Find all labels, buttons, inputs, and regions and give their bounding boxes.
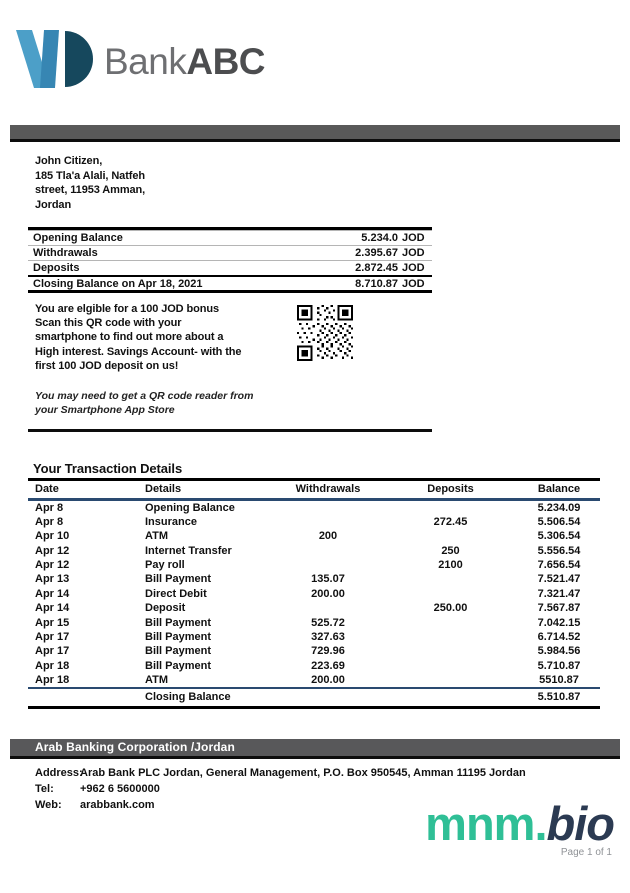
cell-date: Apr 18: [35, 659, 70, 672]
bank-abc-logo-icon: [14, 30, 94, 88]
table-row: [28, 615, 600, 629]
cell-details: Insurance: [145, 515, 197, 528]
footer-address-row: [35, 765, 630, 781]
summary-amount: [352, 262, 428, 274]
summary-closing-amount: [352, 278, 428, 290]
footer-tel-row: [35, 781, 630, 797]
table-row: [28, 572, 600, 586]
cell-withdrawals: 327.63: [311, 630, 345, 643]
table-row: [28, 543, 600, 557]
footer-web-label: Web:: [35, 799, 62, 811]
cell-withdrawals: 200.00: [311, 587, 345, 600]
summary-amount: [352, 247, 428, 259]
cell-details: Bill Payment: [145, 573, 212, 586]
cell-date: Apr 8: [35, 501, 64, 514]
header-balance: Balance: [518, 480, 600, 500]
cell-details: Bill Payment: [145, 630, 212, 643]
footer-tel-value: +962 6 5600000: [80, 783, 160, 795]
cell-balance: 6.714.52: [537, 630, 581, 643]
cell-deposits: 250: [441, 544, 460, 557]
bank-logo-text: [104, 36, 265, 88]
summary-row: [28, 260, 432, 275]
qr-note-line: your Smartphone App Store: [35, 403, 175, 416]
section-divider-line: [28, 429, 432, 432]
summary-closing-currency: JOD: [402, 277, 425, 290]
header-deposits: Deposits: [383, 480, 518, 500]
cell-details: ATM: [145, 673, 169, 686]
cell-withdrawals: [273, 500, 383, 515]
cell-details: Bill Payment: [145, 616, 212, 629]
table-row: [28, 515, 600, 529]
watermark-mnm: mnm.: [425, 797, 547, 850]
cell-deposits: [383, 659, 518, 673]
cell-withdrawals: [273, 543, 383, 557]
cell-details: Deposit: [145, 602, 186, 615]
header-date: Date: [28, 480, 145, 500]
cell-balance: 5.234.09: [537, 501, 581, 514]
cell-balance: 5.506.54: [537, 515, 581, 528]
closing-balance-value: 5.510.87: [518, 688, 600, 708]
cell-withdrawals: 729.96: [311, 645, 345, 658]
cell-deposits: [383, 673, 518, 688]
cell-balance: 5.306.54: [537, 530, 581, 543]
table-row: [28, 558, 600, 572]
cell-withdrawals: 525.72: [311, 616, 345, 629]
closing-balance-row: [28, 688, 600, 708]
cell-withdrawals: [273, 515, 383, 529]
summary-currency: JOD: [402, 232, 425, 244]
cell-date: Apr 13: [35, 573, 70, 586]
summary-closing-row: [28, 275, 432, 290]
header-details: Details: [145, 480, 273, 500]
footer-bar: [10, 739, 620, 759]
cell-balance: 7.656.54: [537, 558, 581, 571]
table-row: [28, 630, 600, 644]
table-row: [28, 601, 600, 615]
footer-address-label: Address:: [35, 767, 83, 779]
cell-date: Apr 12: [35, 544, 70, 557]
summary-amount-number: 5.234.0: [361, 232, 398, 244]
transactions-title: Your Transaction Details: [33, 461, 183, 477]
cell-date: Apr 8: [35, 515, 64, 528]
cell-date: Apr 17: [35, 630, 70, 643]
cell-deposits: [383, 630, 518, 644]
summary-label: Opening Balance: [33, 232, 123, 244]
cell-balance: 5.556.54: [537, 544, 581, 557]
summary-currency: JOD: [402, 262, 425, 274]
cell-deposits: [383, 644, 518, 658]
logo-word-bank: Bank: [104, 41, 187, 82]
cell-date: Apr 17: [35, 645, 70, 658]
balance-summary-table: [28, 227, 432, 293]
promo-section: [35, 302, 630, 373]
cell-details: Direct Debit: [145, 587, 207, 600]
top-divider-gray: [10, 125, 620, 139]
cell-deposits: 272.45: [433, 515, 468, 528]
promo-line: You are elgible for a 100 JOD bonus: [35, 303, 219, 315]
summary-row: [28, 245, 432, 260]
cell-balance: 5.984.56: [537, 645, 581, 658]
cell-details: Bill Payment: [145, 645, 212, 658]
cell-details: Internet Transfer: [145, 544, 232, 557]
address-line: Jordan: [35, 198, 72, 211]
cell-details: Pay roll: [145, 558, 185, 571]
cell-deposits: [383, 529, 518, 543]
cell-details: Bill Payment: [145, 659, 212, 672]
cell-balance: 5.710.87: [537, 659, 581, 672]
cell-deposits: 250.00: [433, 602, 468, 615]
promo-text: [35, 302, 273, 373]
cell-details: ATM: [145, 530, 169, 543]
summary-amount-number: 2.395.67: [355, 247, 398, 259]
cell-date: Apr 14: [35, 602, 70, 615]
table-row: [28, 673, 600, 688]
cell-withdrawals: [273, 558, 383, 572]
cell-deposits: [383, 615, 518, 629]
footer-address-value: Arab Bank PLC Jordan, General Management, P.O. Box 950545, Amman 11195 Jordan: [80, 767, 526, 779]
promo-line: smartphone to find out more about a: [35, 331, 224, 344]
table-row: [28, 659, 600, 673]
table-row: [28, 529, 600, 543]
cell-balance: 5510.87: [539, 673, 579, 686]
top-divider-bar: [10, 125, 620, 142]
cell-balance: 7.521.47: [537, 573, 581, 586]
summary-closing-number: 8.710.87: [355, 277, 398, 290]
summary-currency: JOD: [402, 247, 425, 259]
closing-balance-label: Closing Balance: [145, 688, 273, 708]
summary-amount-number: 2.872.45: [355, 262, 398, 274]
cell-date: Apr 10: [35, 530, 70, 543]
cell-withdrawals: [273, 601, 383, 615]
footer-web-value: arabbank.com: [80, 799, 155, 811]
table-row: [28, 587, 600, 601]
cell-deposits: 2100: [438, 558, 463, 571]
summary-row: [28, 230, 432, 245]
cell-withdrawals: 135.07: [311, 573, 345, 586]
cell-withdrawals: 200.00: [311, 673, 345, 686]
top-divider-line: [10, 139, 620, 142]
footer-bar-line: [10, 756, 620, 759]
address-line: 185 Tla'a Alali, Natfeh: [35, 169, 145, 182]
cell-deposits: [383, 500, 518, 515]
mnm-bio-watermark: [425, 797, 614, 850]
cell-details: Opening Balance: [145, 501, 235, 514]
cell-date: Apr 15: [35, 616, 70, 629]
summary-rows: [28, 230, 432, 275]
summary-closing-label: Closing Balance on Apr 18, 2021: [33, 277, 203, 290]
cell-date: Apr 12: [35, 558, 70, 571]
cell-date: Apr 18: [35, 673, 70, 686]
logo-word-abc: ABC: [186, 41, 266, 82]
cell-date: Apr 14: [35, 587, 70, 600]
footer-bank-name: Arab Banking Corporation /Jordan: [10, 739, 620, 756]
watermark-bio: bio: [546, 797, 614, 850]
cell-balance: 7.321.47: [537, 587, 581, 600]
cell-deposits: [383, 587, 518, 601]
qr-note-line: You may need to get a QR code reader from: [35, 390, 254, 403]
header-withdrawals: Withdrawals: [273, 480, 383, 500]
summary-label: Withdrawals: [33, 247, 98, 259]
cell-balance: 7.042.15: [537, 616, 581, 629]
qr-note: [35, 390, 630, 417]
promo-line: High interest. Savings Account- with the: [35, 345, 242, 358]
cell-withdrawals: 223.69: [311, 659, 345, 672]
transactions-table: [28, 478, 600, 708]
summary-amount: [352, 232, 428, 244]
table-row: [28, 500, 600, 515]
cell-withdrawals: 200: [318, 530, 338, 543]
address-line: street, 11953 Amman,: [35, 184, 146, 196]
summary-label: Deposits: [33, 262, 80, 274]
customer-address: [35, 154, 630, 212]
bank-logo: [14, 28, 630, 88]
cell-deposits: [383, 572, 518, 586]
transactions-header-row: [28, 480, 600, 500]
address-line: John Citizen,: [35, 155, 103, 167]
footer-tel-label: Tel:: [35, 783, 54, 795]
qr-code: [297, 305, 353, 361]
promo-line: Scan this QR code with your: [35, 317, 182, 330]
cell-balance: 7.567.87: [537, 602, 581, 615]
page-indicator: Page 1 of 1: [560, 847, 612, 858]
promo-line: first 100 JOD deposit on us!: [35, 359, 179, 372]
table-row: [28, 644, 600, 658]
